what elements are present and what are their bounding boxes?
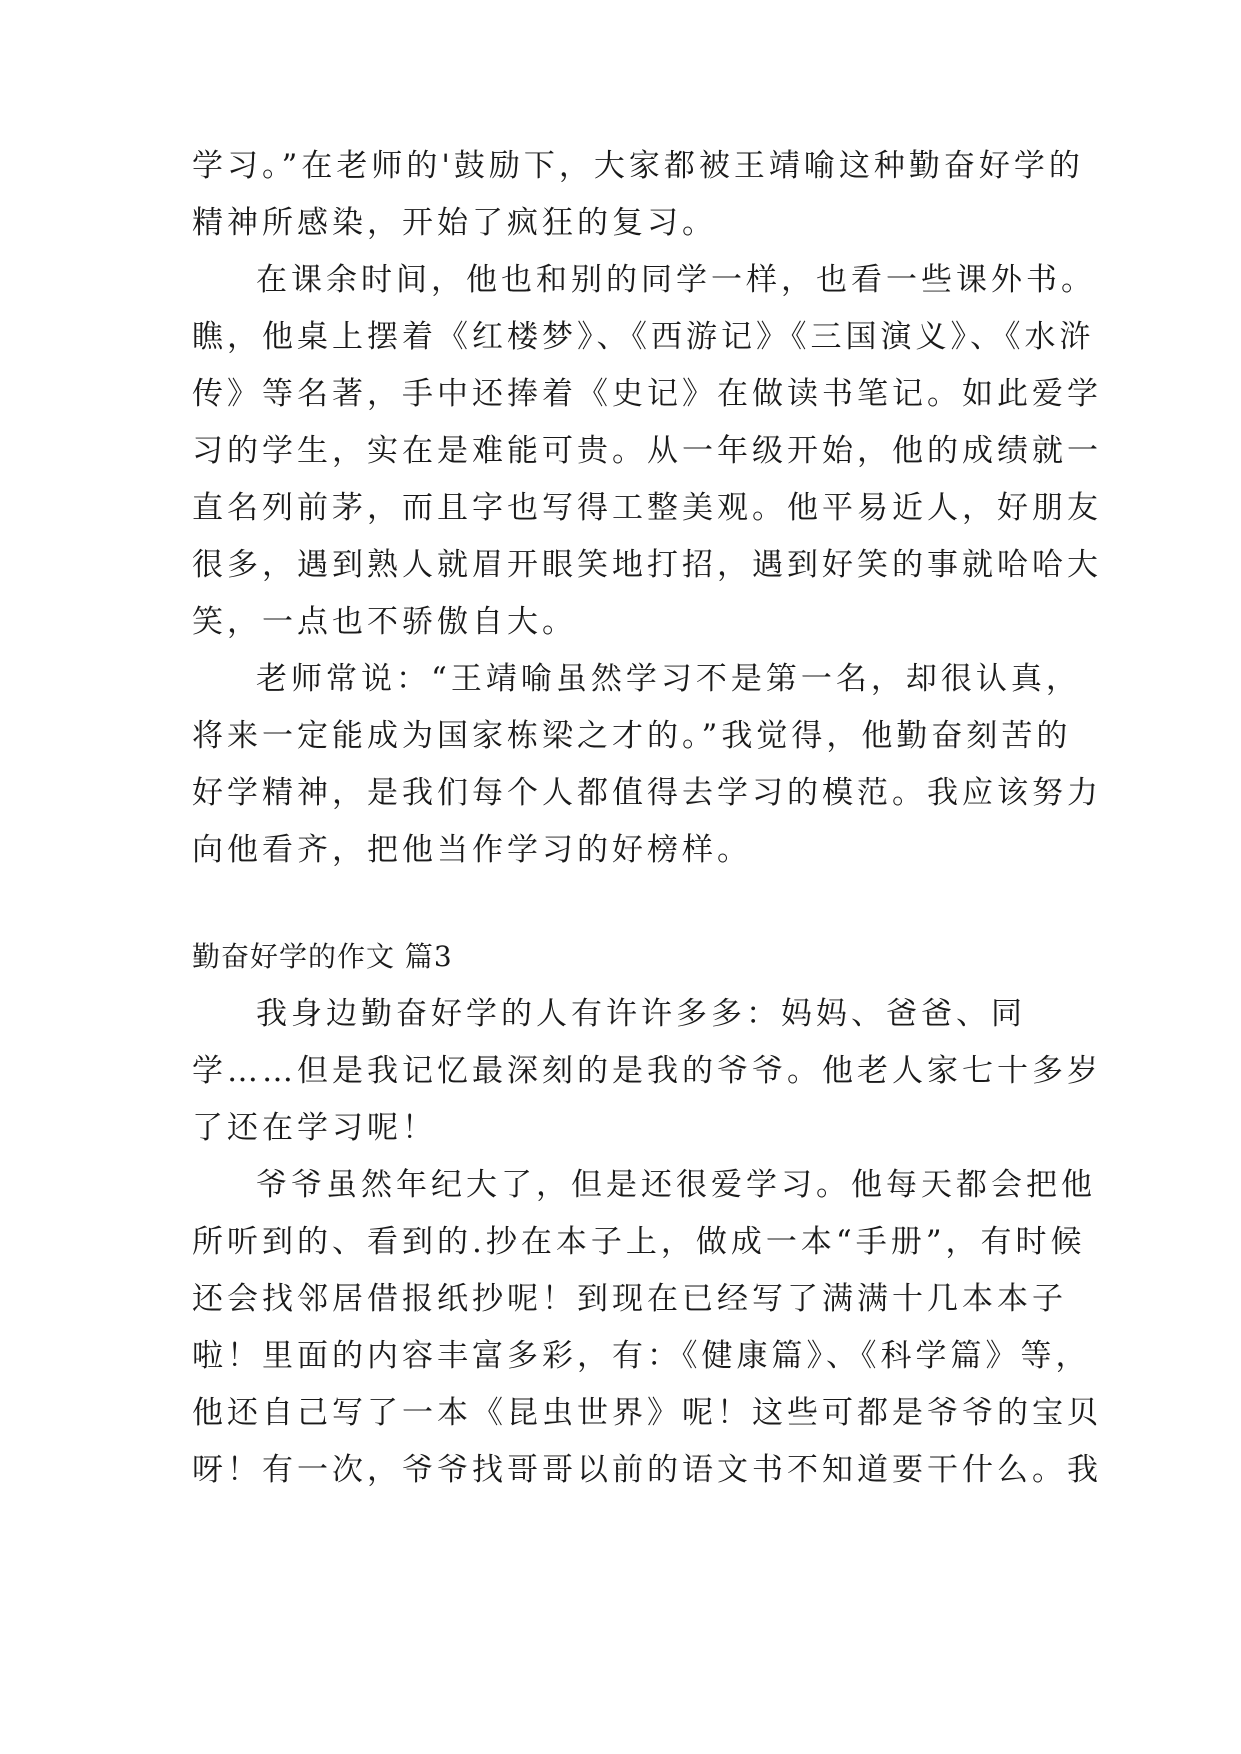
text-line: 了还在学习呢！ [192,1110,437,1146]
section-heading: 勤奋好学的作文 篇3 [192,940,453,973]
text-line: 老师常说：“王靖喻虽然学习不是第一名，却很认真， [256,661,1081,697]
text-line: 将来一定能成为国家栋梁之才的。”我觉得，他勤奋刻苦的 [192,718,1072,754]
text-line: 笑，一点也不骄傲自大。 [192,604,577,640]
text-line: 很多，遇到熟人就眉开眼笑地打招，遇到好笑的事就哈哈大 [192,547,1102,583]
text-line: 传》等名著，手中还捧着《史记》在做读书笔记。如此爱学 [192,376,1102,412]
text-line: 习的学生，实在是难能可贵。从一年级开始，他的成绩就一 [192,433,1102,469]
text-line: 瞧，他桌上摆着《红楼梦》、《西游记》《三国演义》、《水浒 [192,319,1095,355]
text-line: 精神所感染，开始了疯狂的复习。 [192,205,717,241]
text-line: 爷爷虽然年纪大了，但是还很爱学习。他每天都会把他 [256,1167,1096,1203]
text-line: 好学精神，是我们每个人都值得去学习的模范。我应该努力 [192,775,1102,811]
text-line: 所听到的、看到的.抄在本子上，做成一本“手册”，有时候 [192,1224,1086,1260]
text-line: 还会找邻居借报纸抄呢！到现在已经写了满满十几本本子 [192,1281,1067,1317]
text-line: 他还自己写了一本《昆虫世界》呢！这些可都是爷爷的宝贝 [192,1395,1102,1431]
text-line: 在课余时间，他也和别的同学一样，也看一些课外书。 [256,262,1096,298]
text-line: 学……但是我记忆最深刻的是我的爷爷。他老人家七十多岁 [192,1053,1102,1089]
text-line: 我身边勤奋好学的人有许许多多：妈妈、爸爸、同 [256,996,1026,1032]
text-line: 向他看齐，把他当作学习的好榜样。 [192,832,752,868]
text-line: 学习。”在老师的'鼓励下，大家都被王靖喻这种勤奋好学的 [192,148,1084,184]
text-line: 啦！里面的内容丰富多彩，有：《健康篇》、《科学篇》等， [192,1338,1091,1374]
text-line: 呀！有一次，爷爷找哥哥以前的语文书不知道要干什么。我 [192,1452,1102,1488]
text-line: 直名列前茅，而且字也写得工整美观。他平易近人，好朋友 [192,490,1102,526]
